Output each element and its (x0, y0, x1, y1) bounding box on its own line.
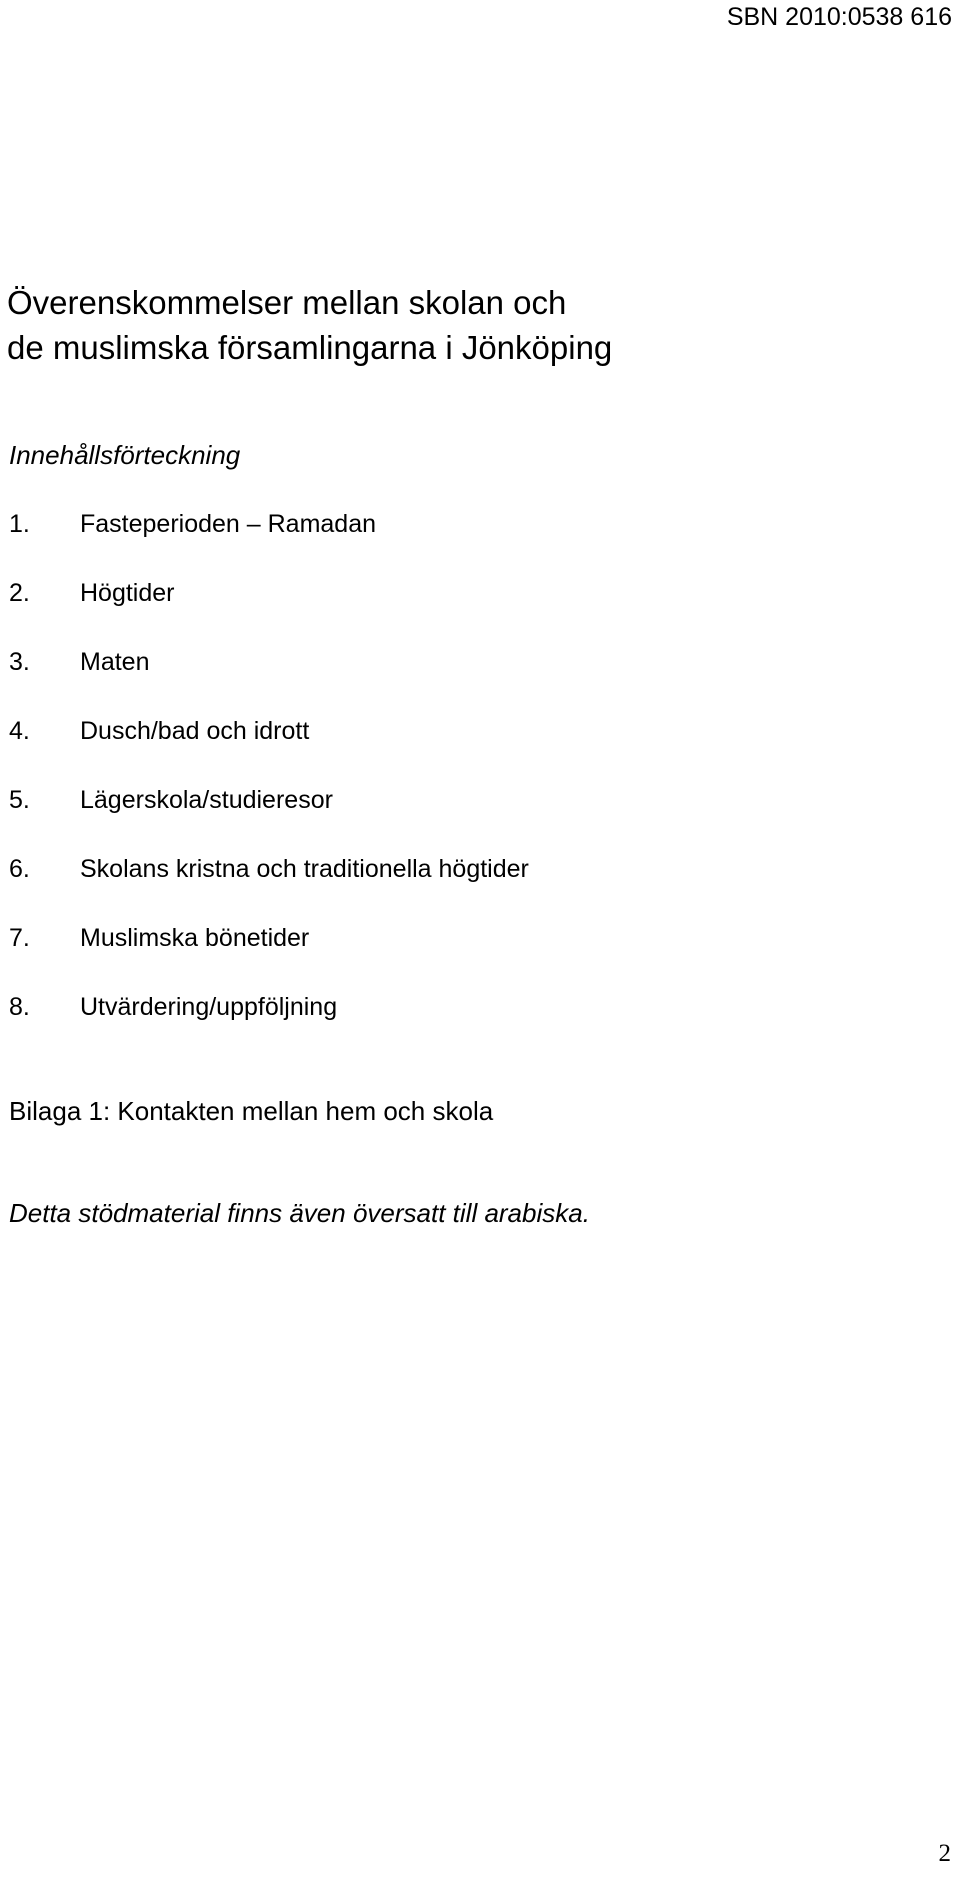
translation-note: Detta stödmaterial finns även översatt till arabiska. (9, 1198, 590, 1228)
toc-item-label: Maten (80, 648, 150, 676)
toc-item (9, 991, 529, 1060)
toc-item (9, 715, 529, 784)
toc-item-number: 3. (9, 648, 30, 676)
toc-item (9, 508, 529, 577)
document-reference: SBN 2010:0538 616 (726, 3, 952, 31)
toc-item-number: 8. (9, 993, 30, 1021)
page-number: 2 (938, 1840, 951, 1867)
toc-item (9, 853, 529, 922)
toc-item-label: Skolans kristna och traditionella högtider (80, 855, 529, 883)
toc-item (9, 577, 529, 646)
toc-item-label: Dusch/bad och idrott (80, 717, 310, 745)
page-title-line-2: de muslimska församlingarna i Jönköping (7, 329, 613, 366)
toc-heading: Innehållsförteckning (9, 440, 241, 470)
toc-item-label: Lägerskola/studieresor (80, 786, 333, 814)
page-title-line-1: Överenskommelser mellan skolan och (7, 284, 567, 321)
appendix-reference: Bilaga 1: Kontakten mellan hem och skola (9, 1096, 494, 1126)
table-of-contents (9, 508, 529, 1060)
toc-item (9, 646, 529, 715)
toc-item-number: 5. (9, 786, 30, 814)
toc-item (9, 922, 529, 991)
toc-item-label: Fasteperioden – Ramadan (80, 510, 377, 538)
toc-item-number: 4. (9, 717, 30, 745)
toc-item-number: 1. (9, 510, 30, 538)
toc-item-label: Utvärdering/uppföljning (80, 993, 338, 1021)
toc-item-number: 6. (9, 855, 30, 883)
page-title (7, 280, 612, 370)
toc-item-label: Muslimska bönetider (80, 924, 310, 952)
toc-item-number: 2. (9, 579, 30, 607)
toc-item-number: 7. (9, 924, 30, 952)
toc-item-label: Högtider (80, 579, 175, 607)
toc-item (9, 784, 529, 853)
